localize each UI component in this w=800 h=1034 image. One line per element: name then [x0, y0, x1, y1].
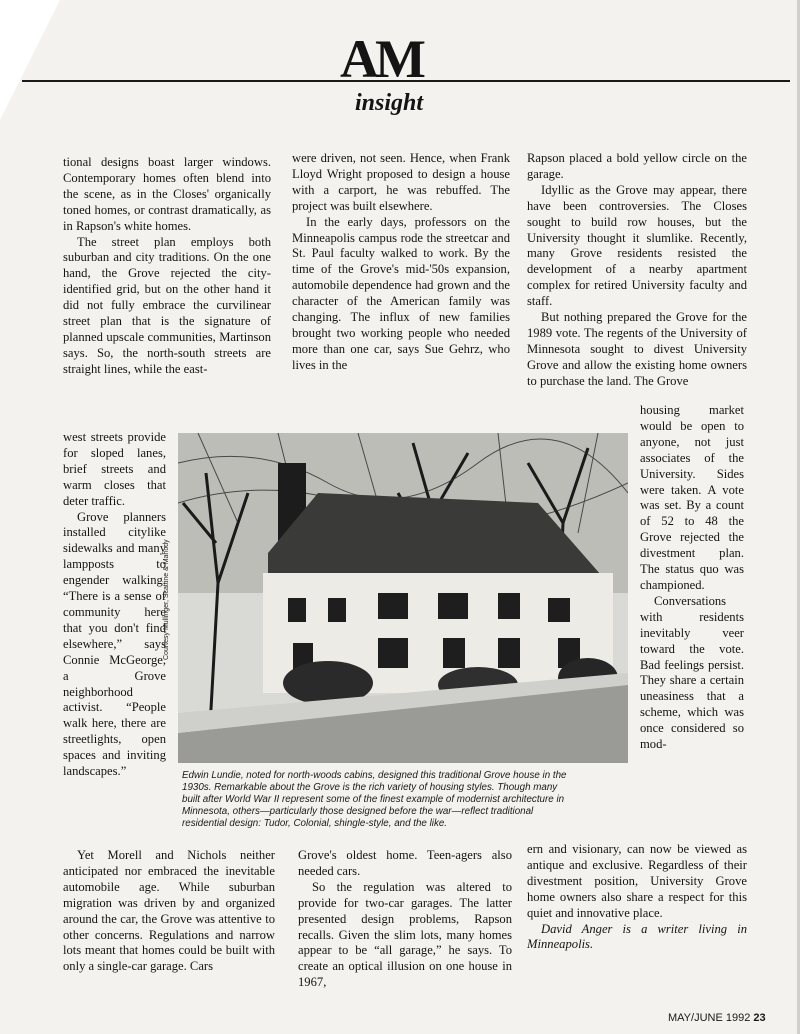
- photo-credit: Courtesy Mullinger, Scattine & Mahody: [163, 539, 170, 660]
- column-3-narrow: [640, 403, 744, 753]
- paragraph: The street plan employs both suburban and city traditions. On the one hand, the Grove rejected the city-identified grid, but on the other hand it did not fully embrace the curvilinear street plan that is the signature of planned upscale communities, Martinson says. So, the north-south streets are straight lines, while the east-: [63, 234, 271, 376]
- page-footer: [668, 1012, 766, 1024]
- house-photo: [178, 433, 628, 763]
- paragraph: Idyllic as the Grove may appear, there have been controversies. The Closes sought to build row houses, but the University thought it slumlike. Recently, many Grove residents resisted the development of a nearby apartment complex for retired University faculty and staff.: [527, 182, 747, 309]
- paragraph: Rapson placed a bold yellow circle on the garage.: [527, 151, 747, 181]
- paragraph: Grove's oldest home. Teen-agers also needed cars.: [298, 848, 512, 878]
- paragraph: ern and visionary, can now be viewed as antique and exclusive. Regardless of their divestment position, University Grove home owners also share a respect for this quiet and innovative place.: [527, 842, 747, 920]
- section-title: insight: [355, 90, 424, 116]
- column-2-bottom: [298, 848, 512, 991]
- page-number: 23: [753, 1012, 766, 1024]
- paragraph: In the early days, professors on the Minneapolis campus rode the streetcar and St. Paul faculty walked to work. By the time of the Grove's mid-'50s expansion, automobile dependence had grown and the character of the American family was changing. The influx of new families brought two working people who needed more than one car, says Sue Gehrz, who lives in the: [292, 214, 510, 372]
- paragraph: west streets provide for sloped lanes, brief streets and warm closes that deter traffic.: [63, 430, 166, 508]
- paragraph: were driven, not seen. Hence, when Frank Lloyd Wright proposed to design a house with a carport, he was rebuffed. The project was built elsewhere.: [292, 151, 510, 213]
- photo-caption: Edwin Lundie, noted for north-woods cabins, designed this traditional Grove house in the 1930s. Remarkable about the Grove is the rich variety of housing styles. Though many built after World War II represent some of the finest example of modernist architecture in Minnesota, others—particularly those designed before the war—reflect traditional residential design: Tudor, Colonial, shingle-style, and the like.: [182, 770, 567, 829]
- paragraph: Conversations with residents inevitably veer toward the vote. Bad feelings persist. They share a certain uneasiness that a scheme, which was once considered so mod-: [640, 593, 744, 752]
- magazine-logo: AM: [340, 29, 422, 89]
- issue-date: MAY/JUNE 1992: [668, 1012, 751, 1024]
- column-3-top: [527, 151, 747, 390]
- paragraph: So the regulation was altered to provide for two-car garages. The latter presented design problems, Rapson recalls. Given the slim lots, many homes appear to be “all garage,” he says. To create an optical illusion on one house in 1967,: [298, 879, 512, 990]
- paragraph: tional designs boast larger windows. Contemporary homes often blend into the scene, as in the Closes' organically toned homes, or contrast dramatically, as in Rapson's white homes.: [63, 155, 271, 233]
- column-1-bottom: [63, 848, 275, 975]
- column-3-bottom: [527, 842, 747, 953]
- folded-corner: [0, 0, 60, 120]
- paragraph: Grove planners installed citylike sidewalks and many lampposts to engender walking. “There is a sense of community here that you don't find elsewhere,” says Connie McGeorge, a Grove neighborhood activist. “People walk here, there are streetlights, open spaces and inviting landscapes.”: [63, 509, 166, 779]
- paragraph: Yet Morell and Nichols neither anticipated nor embraced the inevitable automobile age. While suburban migration was driven by and organized around the car, the Grove was attentive to other concerns. Regulations and narrow lots meant that homes could be built with only a single-car garage. Cars: [63, 848, 275, 974]
- paragraph: housing market would be open to anyone, not just associates of the University. Sides were taken. A vote was set. By a count of 52 to 48 the Grove rejected the divestment plan. The status quo was championed.: [640, 403, 744, 592]
- column-1-narrow: [63, 430, 166, 780]
- author-note: David Anger is a writer living in Minneapolis.: [527, 921, 747, 952]
- paragraph: But nothing prepared the Grove for the 1989 vote. The regents of the University of Minnesota sought to divest University Grove and allow the existing home owners to purchase the land. The Grove: [527, 310, 747, 388]
- column-1-top: [63, 155, 271, 378]
- column-2-top: [292, 151, 510, 374]
